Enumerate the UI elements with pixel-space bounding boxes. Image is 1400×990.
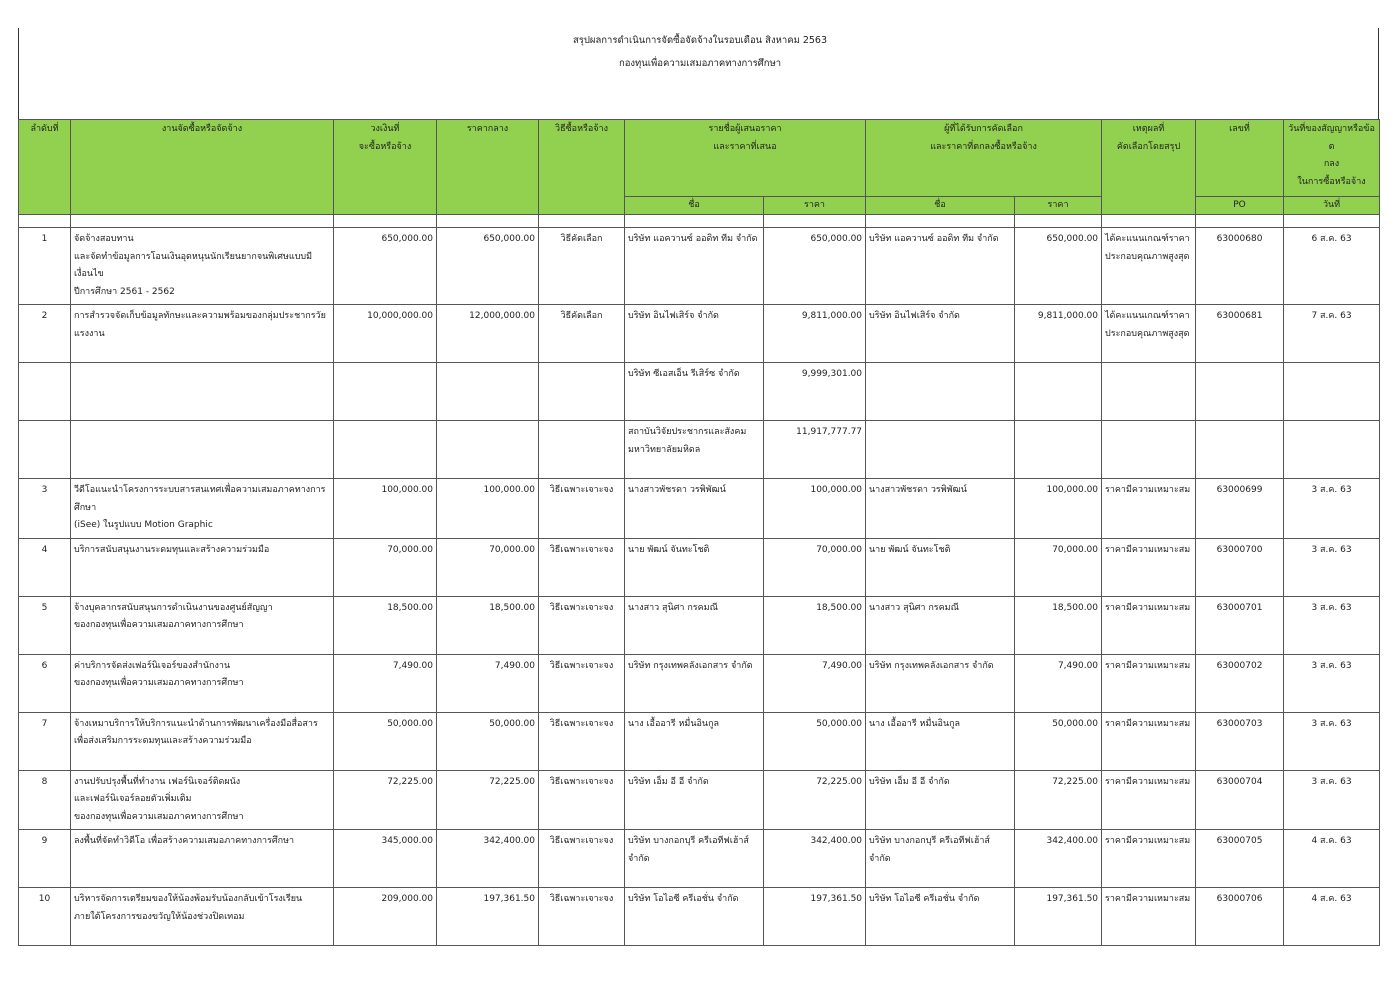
col-method: วิธีซื้อหรือจ้าง (539, 120, 625, 215)
cell-bidder-line: บริษัท บางกอกบุรี ครีเอทีฟเฮ้าส์ (628, 836, 749, 846)
cell-reason (1102, 654, 1196, 712)
sub-winner-name: ชื่อ (866, 197, 1015, 215)
cell-date: 3 ส.ค. 63 (1284, 479, 1380, 539)
cell-budget: 72,225.00 (334, 770, 437, 830)
table-row (19, 479, 1380, 539)
cell-reason (1102, 770, 1196, 830)
cell-bidder-line: บริษัท ซีเอสเอ็น รีเสิร์ซ จำกัด (628, 369, 740, 379)
cell-method (539, 421, 625, 479)
cell-win-price: 7,490.00 (1015, 654, 1102, 712)
cell-win-price: 50,000.00 (1015, 712, 1102, 770)
page-subtitle: กองทุนเพื่อความเสมอภาคทางการศึกษา (618, 58, 782, 69)
cell-bid-price: 342,400.00 (764, 830, 866, 888)
sub-winner-price: ราคา (1015, 197, 1102, 215)
cell-budget: 18,500.00 (334, 596, 437, 654)
cell-date: 6 ส.ค. 63 (1284, 228, 1380, 305)
cell-budget (334, 421, 437, 479)
cell-po: 63000681 (1196, 305, 1284, 363)
table-row (19, 538, 1380, 596)
page-title: สรุปผลการดำเนินการจัดซื้อจัดจ้างในรอบเดือน สิงหาคม 2563 (572, 35, 828, 46)
cell-bid-price: 70,000.00 (764, 538, 866, 596)
header-row (19, 120, 1380, 197)
cell-item-line: จัดจ้างสอบทาน (74, 234, 134, 244)
cell-winner (866, 228, 1015, 305)
cell-reason (1102, 538, 1196, 596)
cell-winner (866, 421, 1015, 479)
cell-median: 72,225.00 (437, 770, 539, 830)
cell-winner (866, 888, 1015, 946)
cell-bidder (625, 305, 764, 363)
cell-item-line: บริการสนับสนุนงานระดมทุนและสร้างความร่วมมือ (74, 544, 270, 555)
cell-item-line: ภายใต้โครงการของขวัญให้น้องช่วงปิดเทอม (74, 911, 245, 922)
cell-winner (866, 770, 1015, 830)
cell-date: 3 ส.ค. 63 (1284, 538, 1380, 596)
cell-no: 2 (19, 305, 71, 363)
cell-bidder (625, 538, 764, 596)
cell-date (1284, 363, 1380, 421)
cell-item-line: จ้างเหมาบริการให้บริการแนะนำด้านการพัฒนาเครื่องมือสื่อสารเพื่อส่งเสริมการระดมทุนและสร้างความร่วมมือ (74, 718, 318, 746)
cell-median: 197,361.50 (437, 888, 539, 946)
cell-reason-line: ได้คะแนนเกณฑ์ราคาประกอบคุณภาพสูงสุด (1105, 311, 1190, 339)
cell-method: วิธีเฉพาะเจาะจง (539, 712, 625, 770)
cell-median: 100,000.00 (437, 479, 539, 539)
col-median: ราคากลาง (437, 120, 539, 215)
cell-reason (1102, 888, 1196, 946)
cell-item-line: ของกองทุนเพื่อความเสมอภาคทางการศึกษา (74, 620, 244, 630)
cell-no: 1 (19, 228, 71, 305)
cell-po: 63000680 (1196, 228, 1284, 305)
cell-bid-price: 50,000.00 (764, 712, 866, 770)
cell-winner (866, 596, 1015, 654)
cell-reason (1102, 479, 1196, 539)
col-budget-line: จะซื้อหรือจ้าง (358, 141, 412, 152)
cell-po: 63000702 (1196, 654, 1284, 712)
col-contract-line: ในการซื้อหรือจ้าง (1297, 176, 1366, 187)
cell-reason (1102, 421, 1196, 479)
cell-reason-line: ราคามีความเหมาะสม (1105, 894, 1191, 904)
spacer-row (19, 215, 1380, 228)
cell-win-price: 70,000.00 (1015, 538, 1102, 596)
cell-win-price: 650,000.00 (1015, 228, 1102, 305)
table-row (19, 421, 1380, 479)
cell-date: 4 ส.ค. 63 (1284, 830, 1380, 888)
cell-item-line: วีดีโอแนะนำโครงการระบบสารสนเทศเพื่อความเสมอภาคทางการศึกษา (74, 485, 326, 513)
cell-reason (1102, 363, 1196, 421)
cell-method: วิธีเฉพาะเจาะจง (539, 538, 625, 596)
cell-method: วิธีเฉพาะเจาะจง (539, 770, 625, 830)
cell-winner (866, 712, 1015, 770)
cell-winner-line: บริษัท บางกอกบุรี ครีเอทีฟเฮ้าส์ จำกัด (869, 836, 990, 864)
cell-item (71, 479, 334, 539)
cell-budget (334, 363, 437, 421)
cell-item-line: บริหารจัดการเตรียมของให้น้องพ้อมรับน้องกลับเข้าโรงเรียน (74, 894, 303, 904)
cell-budget: 7,490.00 (334, 654, 437, 712)
cell-item-line: และจัดทำข้อมูลการโอนเงินอุดหนุนนักเรียนยากจนพิเศษแบบมีเงื่อนไข (74, 251, 313, 279)
cell-reason (1102, 596, 1196, 654)
cell-date: 3 ส.ค. 63 (1284, 596, 1380, 654)
cell-reason-line: ราคามีความเหมาะสม (1105, 485, 1191, 495)
cell-win-price: 197,361.50 (1015, 888, 1102, 946)
cell-date: 4 ส.ค. 63 (1284, 888, 1380, 946)
cell-po: 63000703 (1196, 712, 1284, 770)
cell-bidder (625, 421, 764, 479)
cell-po: 63000704 (1196, 770, 1284, 830)
sub-date: วันที่ (1284, 197, 1380, 215)
cell-reason (1102, 228, 1196, 305)
col-selected (866, 120, 1102, 197)
cell-median: 70,000.00 (437, 538, 539, 596)
cell-bidder (625, 363, 764, 421)
cell-bidder-line: นาง เอื้ออารี หมื่นอินกูล (628, 718, 720, 729)
cell-bid-price: 650,000.00 (764, 228, 866, 305)
cell-item-line: ค่าบริการจัดส่งเฟอร์นิเจอร์ของสำนักงาน (74, 660, 231, 671)
cell-win-price: 9,811,000.00 (1015, 305, 1102, 363)
col-bidders-line: และราคาที่เสนอ (713, 141, 777, 152)
cell-bidder-line: มหาวิทยาลัยมหิดล (628, 444, 701, 455)
cell-po: 63000705 (1196, 830, 1284, 888)
cell-method: วิธีเฉพาะเจาะจง (539, 888, 625, 946)
cell-item (71, 596, 334, 654)
cell-item-line: (iSee) ในรูปแบบ Motion Graphic (74, 520, 213, 530)
col-contract-line: วันที่ของสัญญาหรือข้อต (1288, 124, 1375, 152)
cell-po (1196, 421, 1284, 479)
cell-bidder (625, 228, 764, 305)
cell-bid-price: 18,500.00 (764, 596, 866, 654)
cell-reason-line: ราคามีความเหมาะสม (1105, 602, 1191, 613)
cell-method: วิธีเฉพาะเจาะจง (539, 596, 625, 654)
cell-budget: 100,000.00 (334, 479, 437, 539)
cell-reason-line: ราคามีความเหมาะสม (1105, 660, 1191, 671)
cell-method: วิธีเฉพาะเจาะจง (539, 479, 625, 539)
cell-method: วิธีคัดเลือก (539, 305, 625, 363)
cell-median: 342,400.00 (437, 830, 539, 888)
cell-no: 9 (19, 830, 71, 888)
cell-no: 7 (19, 712, 71, 770)
cell-bid-price: 197,361.50 (764, 888, 866, 946)
cell-win-price: 72,225.00 (1015, 770, 1102, 830)
cell-bidder-line: บริษัท โอไอซี ครีเอชั่น จำกัด (628, 894, 739, 904)
table-row (19, 888, 1380, 946)
table-row (19, 830, 1380, 888)
cell-item-line: จ้างบุคลากรสนับสนุนการดำเนินงานของศูนย์สัญญา (74, 602, 273, 613)
cell-median: 18,500.00 (437, 596, 539, 654)
col-reason-line: เหตุผลที่ (1132, 124, 1165, 134)
cell-item (71, 228, 334, 305)
col-contract-line: กลง (1323, 159, 1340, 169)
cell-no (19, 363, 71, 421)
cell-date (1284, 421, 1380, 479)
cell-bid-price: 100,000.00 (764, 479, 866, 539)
col-budget-line: วงเงินที่ (370, 124, 400, 134)
cell-item (71, 305, 334, 363)
col-reason-line: คัดเลือกโดยสรุป (1116, 141, 1181, 152)
cell-item-line: ปีการศึกษา 2561 - 2562 (74, 286, 175, 297)
cell-item (71, 830, 334, 888)
cell-method (539, 363, 625, 421)
cell-median: 650,000.00 (437, 228, 539, 305)
cell-date: 3 ส.ค. 63 (1284, 770, 1380, 830)
cell-po: 63000699 (1196, 479, 1284, 539)
col-reason (1102, 120, 1196, 215)
cell-bidder (625, 770, 764, 830)
cell-win-price: 100,000.00 (1015, 479, 1102, 539)
cell-po: 63000706 (1196, 888, 1284, 946)
col-item: งานจัดซื้อหรือจัดจ้าง (71, 120, 334, 215)
cell-bidder (625, 479, 764, 539)
cell-winner-line: นาย พัฒน์ จันทะโชติ (869, 544, 951, 555)
cell-bidder (625, 712, 764, 770)
cell-budget: 209,000.00 (334, 888, 437, 946)
cell-median: 7,490.00 (437, 654, 539, 712)
cell-budget: 70,000.00 (334, 538, 437, 596)
col-no: ลำดับที่ (19, 120, 71, 215)
cell-item-line: ของกองทุนเพื่อความเสมอภาคทางการศึกษา (74, 678, 244, 688)
col-selected-line: ผู้ที่ได้รับการคัดเลือก (944, 124, 1023, 134)
cell-winner-line: บริษัท อินไฟเสิร์จ จำกัด (869, 311, 960, 321)
cell-win-price: 18,500.00 (1015, 596, 1102, 654)
cell-winner (866, 654, 1015, 712)
cell-bidder (625, 888, 764, 946)
table-row (19, 654, 1380, 712)
cell-win-price (1015, 363, 1102, 421)
cell-bidder-line: บริษัท เอ็ม อี อี จำกัด (628, 776, 709, 787)
cell-bidder-line: บริษัท แอควานซ์ ออดิท ทีม จำกัด (628, 234, 758, 244)
cell-winner-line: นางสาวพัชรดา วรพิพัฒน์ (869, 485, 967, 495)
cell-reason (1102, 305, 1196, 363)
cell-median (437, 421, 539, 479)
cell-win-price (1015, 421, 1102, 479)
cell-winner (866, 479, 1015, 539)
cell-winner-line: นางสาว สุนิศา กรคมณี (869, 602, 959, 613)
cell-winner (866, 538, 1015, 596)
cell-winner-line: บริษัท แอควานซ์ ออดิท ทีม จำกัด (869, 234, 999, 244)
cell-bidder (625, 596, 764, 654)
cell-reason-line: ได้คะแนนเกณฑ์ราคาประกอบคุณภาพสูงสุด (1105, 234, 1190, 262)
cell-no: 3 (19, 479, 71, 539)
cell-date: 3 ส.ค. 63 (1284, 712, 1380, 770)
cell-item (71, 770, 334, 830)
cell-method: วิธีเฉพาะเจาะจง (539, 654, 625, 712)
cell-no: 6 (19, 654, 71, 712)
cell-date: 7 ส.ค. 63 (1284, 305, 1380, 363)
cell-winner-line: นาง เอื้ออารี หมื่นอินกูล (869, 718, 961, 729)
cell-item-line: ลงพื้นที่จัดทำวิดีโอ เพื่อสร้างความเสมอภาคทางการศึกษา (74, 836, 295, 846)
cell-no: 4 (19, 538, 71, 596)
cell-bidder-line: นางสาวพัชรดา วรพิพัฒน์ (628, 485, 726, 495)
cell-median (437, 363, 539, 421)
cell-reason-line: ราคามีความเหมาะสม (1105, 544, 1191, 555)
cell-bidder-line: นาย พัฒน์ จันทะโชติ (628, 544, 710, 555)
cell-winner (866, 305, 1015, 363)
cell-bidder-line: บริษัท อินไฟเสิร์จ จำกัด (628, 311, 719, 321)
cell-item-line: ของกองทุนเพื่อความเสมอภาคทางการศึกษา (74, 811, 244, 822)
cell-winner (866, 830, 1015, 888)
cell-bid-price: 11,917,777.77 (764, 421, 866, 479)
cell-item (71, 538, 334, 596)
table-body (19, 215, 1380, 946)
cell-bid-price: 9,811,000.00 (764, 305, 866, 363)
cell-item-line: การสำรวจจัดเก็บข้อมูลทักษะและความพร้อมของกลุ่มประชากรวัยแรงงาน (74, 311, 326, 339)
cell-no: 10 (19, 888, 71, 946)
sub-bidder-price: ราคา (764, 197, 866, 215)
sub-po: PO (1196, 197, 1284, 215)
cell-no: 8 (19, 770, 71, 830)
cell-bidder-line: สถาบันวิจัยประชากรและสังคม (628, 427, 747, 437)
cell-median: 50,000.00 (437, 712, 539, 770)
cell-reason-line: ราคามีความเหมาะสม (1105, 776, 1191, 787)
cell-no: 5 (19, 596, 71, 654)
table-row (19, 228, 1380, 305)
cell-item (71, 888, 334, 946)
cell-bidder (625, 654, 764, 712)
col-number: เลขที่ (1196, 120, 1284, 197)
col-budget (334, 120, 437, 215)
table-row (19, 363, 1380, 421)
cell-item (71, 654, 334, 712)
cell-winner-line: บริษัท กรุงเทพคลังเอกสาร จำกัด (869, 660, 994, 671)
cell-reason-line: ราคามีความเหมาะสม (1105, 718, 1191, 729)
cell-bidder (625, 830, 764, 888)
table-row (19, 305, 1380, 363)
cell-method: วิธีเฉพาะเจาะจง (539, 830, 625, 888)
cell-bidder-line: บริษัท กรุงเทพคลังเอกสาร จำกัด (628, 660, 753, 671)
cell-date: 3 ส.ค. 63 (1284, 654, 1380, 712)
cell-po: 63000700 (1196, 538, 1284, 596)
cell-item (71, 712, 334, 770)
cell-winner-line: บริษัท โอไอซี ครีเอชั่น จำกัด (869, 894, 980, 904)
cell-po: 63000701 (1196, 596, 1284, 654)
col-selected-line: และราคาที่ตกลงซื้อหรือจ้าง (930, 141, 1037, 152)
cell-bid-price: 7,490.00 (764, 654, 866, 712)
cell-reason (1102, 712, 1196, 770)
sub-bidder-name: ชื่อ (625, 197, 764, 215)
table-row (19, 596, 1380, 654)
cell-reason-line: ราคามีความเหมาะสม (1105, 836, 1191, 846)
cell-win-price: 342,400.00 (1015, 830, 1102, 888)
table-row (19, 712, 1380, 770)
cell-median: 12,000,000.00 (437, 305, 539, 363)
cell-winner-line: บริษัท เอ็ม อี อี จำกัด (869, 776, 950, 787)
cell-item (71, 421, 334, 479)
cell-method: วิธีคัดเลือก (539, 228, 625, 305)
cell-no (19, 421, 71, 479)
cell-item-line: และเฟอร์นิเจอร์ลอยตัวเพิ่มเติม (74, 794, 192, 804)
cell-item-line: งานปรับปรุงพื้นที่ทำงาน เฟอร์นิเจอร์ติดผนัง (74, 776, 241, 787)
col-bidders (625, 120, 866, 197)
cell-bid-price: 9,999,301.00 (764, 363, 866, 421)
cell-item (71, 363, 334, 421)
procurement-table (18, 119, 1380, 946)
col-contract (1284, 120, 1380, 197)
cell-budget: 650,000.00 (334, 228, 437, 305)
cell-reason (1102, 830, 1196, 888)
cell-budget: 50,000.00 (334, 712, 437, 770)
cell-bidder-line: จำกัด (628, 853, 650, 864)
cell-winner (866, 363, 1015, 421)
cell-bidder-line: นางสาว สุนิศา กรคมณี (628, 602, 718, 613)
cell-bid-price: 72,225.00 (764, 770, 866, 830)
cell-budget: 10,000,000.00 (334, 305, 437, 363)
table-row (19, 770, 1380, 830)
col-bidders-line: รายชื่อผู้เสนอราคา (708, 124, 782, 134)
cell-po (1196, 363, 1284, 421)
cell-budget: 345,000.00 (334, 830, 437, 888)
